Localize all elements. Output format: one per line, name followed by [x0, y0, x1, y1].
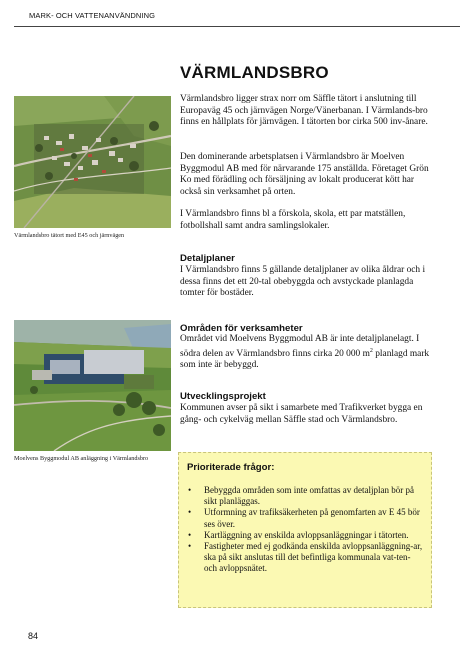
priority-box [178, 452, 432, 608]
utvecklingsprojekt-text: Kommunen avser på sikt i samarbete med Trafikverket bygga en gång- och cykelväg mellan Säffle stad och Värmlandsbro. [180, 403, 423, 425]
section-header: MARK- OCH VATTENANVÄNDNING [29, 11, 156, 20]
caption-top-photo: Värmlandsbro tätort med E45 och järnvägen [14, 232, 125, 239]
heading-omraden-verksamheter: Områden för verksamheter [180, 323, 303, 334]
bullet-icon: • [188, 507, 192, 518]
page-header [0, 0, 474, 26]
heading-utvecklingsprojekt: Utvecklingsprojekt [180, 391, 266, 402]
priority-item [185, 541, 425, 575]
detaljplaner-text: I Värmlandsbro finns 5 gällande detaljplaner av olika åldrar och i dessa finns det ett 20-tal obebyggda och avstyckade planlagda tomter för bostäder. [180, 265, 426, 299]
omraden-text [180, 334, 436, 372]
omraden-text-end: planlagd mark som inte är bebyggd. [180, 348, 430, 371]
intro-paragraph-2: Den dominerande arbetsplatsen i Värmlandsbro är Moelven Byggmodul AB med för närvarande 175 anställda. Företaget Grön Ko med förädling och försäljning av lokalt producerat kött har också sin verksamhet på orten. [180, 152, 429, 197]
priority-title: Prioriterade frågor: [187, 462, 275, 473]
priority-item [185, 507, 425, 529]
caption-bottom-photo: Moelvens Byggmodul AB anläggning i Värmlandsbro [14, 455, 149, 462]
aerial-photo-factory [14, 320, 171, 451]
priority-item-text: Fastigheter med ej godkända enskilda avloppsanläggning-ar, ska på sikt anslutas till det befintliga kommunala vat-ten- och avloppsnätet. [204, 541, 423, 574]
bullet-icon: • [188, 541, 192, 552]
priority-item-text: Kartläggning av enskilda avloppsanläggningar i tätorten. [204, 529, 409, 540]
priority-item [185, 530, 425, 541]
priority-item [185, 485, 425, 507]
page-number: 84 [28, 631, 39, 641]
bullet-icon: • [188, 485, 192, 495]
header-divider [14, 26, 460, 27]
aerial-photo-village [14, 96, 171, 228]
priority-list [185, 485, 425, 575]
priority-item-text: Utformning av trafiksäkerheten på genomfarten av E 45 bör ses över. [204, 507, 420, 529]
heading-detaljplaner: Detaljplaner [180, 253, 235, 264]
omraden-text-main: Området vid Moelvens Byggmodul AB är inte detaljplanelagt. I södra delen av Värmlandsbro finns cirka 20 000 m [180, 334, 420, 359]
intro-paragraph-3: I Värmlandsbro finns bl a förskola, skola, ett par matställen, fotbollshall samt andra samlingslokaler. [180, 209, 406, 231]
bullet-icon: • [188, 529, 192, 540]
area-unit-superscript: 2 [369, 347, 373, 354]
priority-item-text: Bebyggda områden som inte omfattas av detaljplan bör på sikt planläggas. [204, 485, 414, 507]
intro-paragraph-1: Värmlandsbro ligger strax norr om Säffle tätort i anslutning till Europaväg 45 och järnvägen Norge/Vänerbanan. I Värmlands-bro finns en hållplats för järnvägen. I tätorten bor cirka 500 inv-ånare. [180, 94, 428, 128]
page-title: VÄRMLANDSBRO [180, 63, 329, 82]
